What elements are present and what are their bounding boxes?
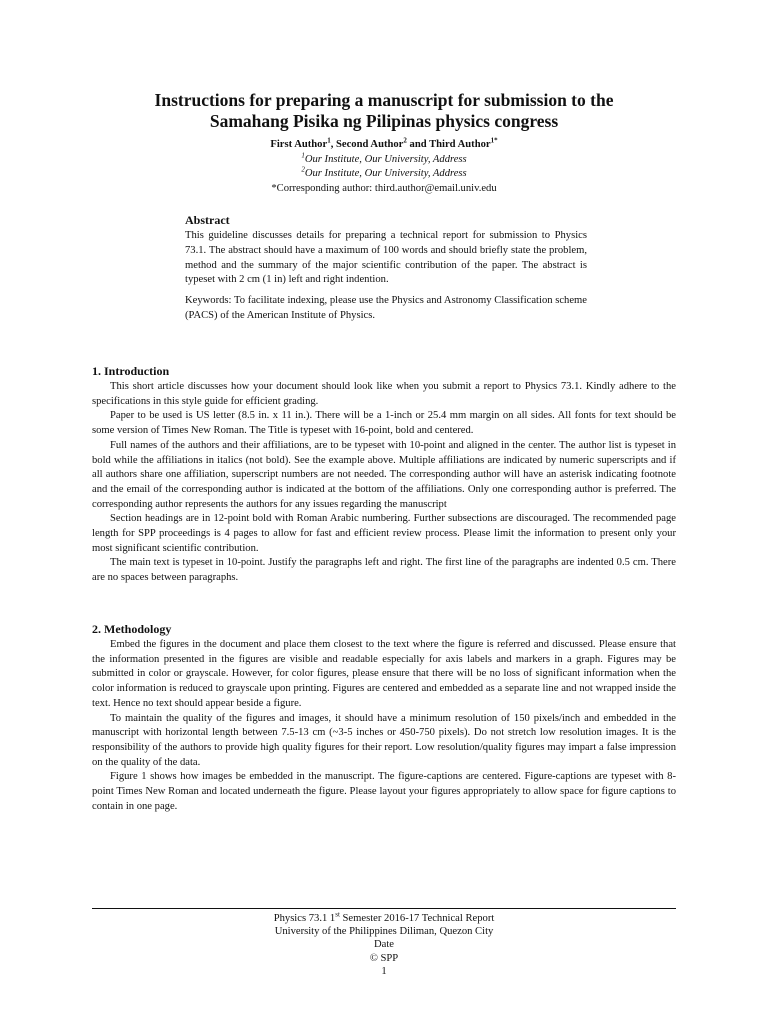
paragraph: Embed the figures in the document and place them closest to the text where the figure is referred and discussed. Please ensure that the information presented in the figures are visible and readable especially for axis labels and markers in a graph. Figures may be submitted in color or grayscale. However, for color figures, please ensure that there will be no loss of significant information when the color information is reduced to grayscale upon printing. Figures are centered and embedded as a separate line and not wrapped inside the text. Hence no text should appear beside a figure.	[92, 639, 676, 709]
abstract-block	[185, 213, 587, 324]
affiliation-2-sup: 2	[301, 165, 305, 174]
author-block	[80, 138, 688, 196]
introduction-section	[92, 364, 676, 586]
footer-course-sup: st	[335, 910, 340, 919]
footer-university: University of the Philippines Diliman, Quezon City	[274, 926, 494, 938]
abstract-heading: Abstract	[185, 213, 230, 227]
corresponding-star: *	[494, 136, 498, 145]
paragraph: The main text is typeset in 10-point. Justify the paragraphs left and right. The first line of the paragraphs are indented 0.5 cm. There are no spaces between paragraphs.	[92, 557, 676, 584]
affiliation-2-text: Our Institute, Our University, Address	[304, 168, 467, 179]
introduction-heading: 1. Introduction	[92, 364, 170, 378]
paper-title	[80, 90, 688, 132]
paragraph: Full names of the authors and their affiliations, are to be typeset with 10-point and aligned in the center. The author list is typeset in bold while the affiliations in italics (not bold). See the example above. Multiple affiliations are indicated by numeric superscripts and if all authors share one affiliation, superscript numbers are not needed. The corresponding author will have an asterisk indicating footnote and the email of the corresponding author is indicated at the bottom of the affiliations. Only one corresponding author is preferred. The corresponding author represents the authors for any issues regarding the manuscript	[92, 439, 676, 510]
affiliation-1-text: Our Institute, Our University, Address	[304, 153, 467, 165]
methodology-heading: 2. Methodology	[92, 622, 172, 636]
footer-date: Date	[374, 939, 394, 951]
paragraph: To maintain the quality of the figures and images, it should have a minimum resolution of 150 pixels/inch and embedded in the manuscript with horizontal length between 7.5-13 cm (~3-5 inches or 450-750 pixels). Do not stretch low resolution images. It is the responsibility of the authors to provide high quality figures for their report. Low resolution/quality figures may impart a false impression on the quality of the data.	[92, 712, 676, 768]
affiliation-2	[80, 167, 688, 182]
author-second-sup: 2	[403, 136, 407, 145]
author-separator: ,	[330, 139, 336, 150]
author-third-sup: 1	[490, 136, 495, 145]
title-line-2: Samahang Pisika ng Pilipinas physics congress	[209, 111, 559, 131]
author-list	[80, 138, 688, 153]
footer-copyright: © SPP	[369, 952, 399, 964]
author-first: First Author	[270, 139, 328, 150]
paragraph: Figure 1 shows how images be embedded in the manuscript. The figure-captions are centered. Figure-captions are typeset with 8-point Times New Roman and located underneath the figure. Please layout your figures appropriately to allow space for figure captions to contain in one page.	[92, 771, 676, 812]
title-line-1: Instructions for preparing a manuscript for submission to the	[154, 90, 614, 110]
affiliation-1	[80, 150, 688, 168]
author-second: Second Author	[335, 139, 404, 150]
footer-divider	[92, 908, 676, 909]
affiliation-1-sup: 1	[301, 150, 305, 159]
page-number: 1	[381, 965, 387, 977]
corresponding-author: *Corresponding author: third.author@email.univ.edu	[271, 182, 497, 194]
footer-course-post: Semester 2016-17 Technical Report	[339, 913, 495, 924]
keywords-text: Keywords: To facilitate indexing, please use the Physics and Astronomy Classification scheme (PACS) of the American Institute of Physics.	[185, 295, 587, 321]
paragraph: This short article discusses how your document should look like when you submit a report to Physics 73.1. Kindly adhere to the specifications in this style guide for efficient grading.	[92, 381, 676, 407]
paragraph: Paper to be used is US letter (8.5 in. x 11 in.). There will be a 1-inch or 25.4 mm margin on all sides. All fonts for text should be some version of Times New Roman. The Title is typeset with 16-point, bold and centered.	[92, 410, 676, 437]
footer-course-line	[92, 912, 676, 925]
author-third: Third Author	[429, 139, 491, 150]
author-and: and	[406, 139, 430, 150]
page-footer	[92, 912, 676, 978]
methodology-section	[92, 622, 676, 814]
footer-course-pre: Physics 73.1 1	[273, 913, 336, 924]
author-first-sup: 1	[327, 136, 331, 145]
paragraph: Section headings are in 12-point bold with Roman Arabic numbering. Further subsections are discouraged. The recommended page length for SPP proceedings is 4 pages to allow for fast and efficient review process. Please limit the information to present only your most significant scientific contribution.	[92, 513, 676, 554]
abstract-text: This guideline discusses details for preparing a technical report for submission to Physics 73.1. The abstract should have a maximum of 100 words and should briefly state the problem, method and the summary of the major scientific contribution of the paper. The abstract is typeset with 2 cm (1 in) left and right indention.	[185, 230, 587, 286]
